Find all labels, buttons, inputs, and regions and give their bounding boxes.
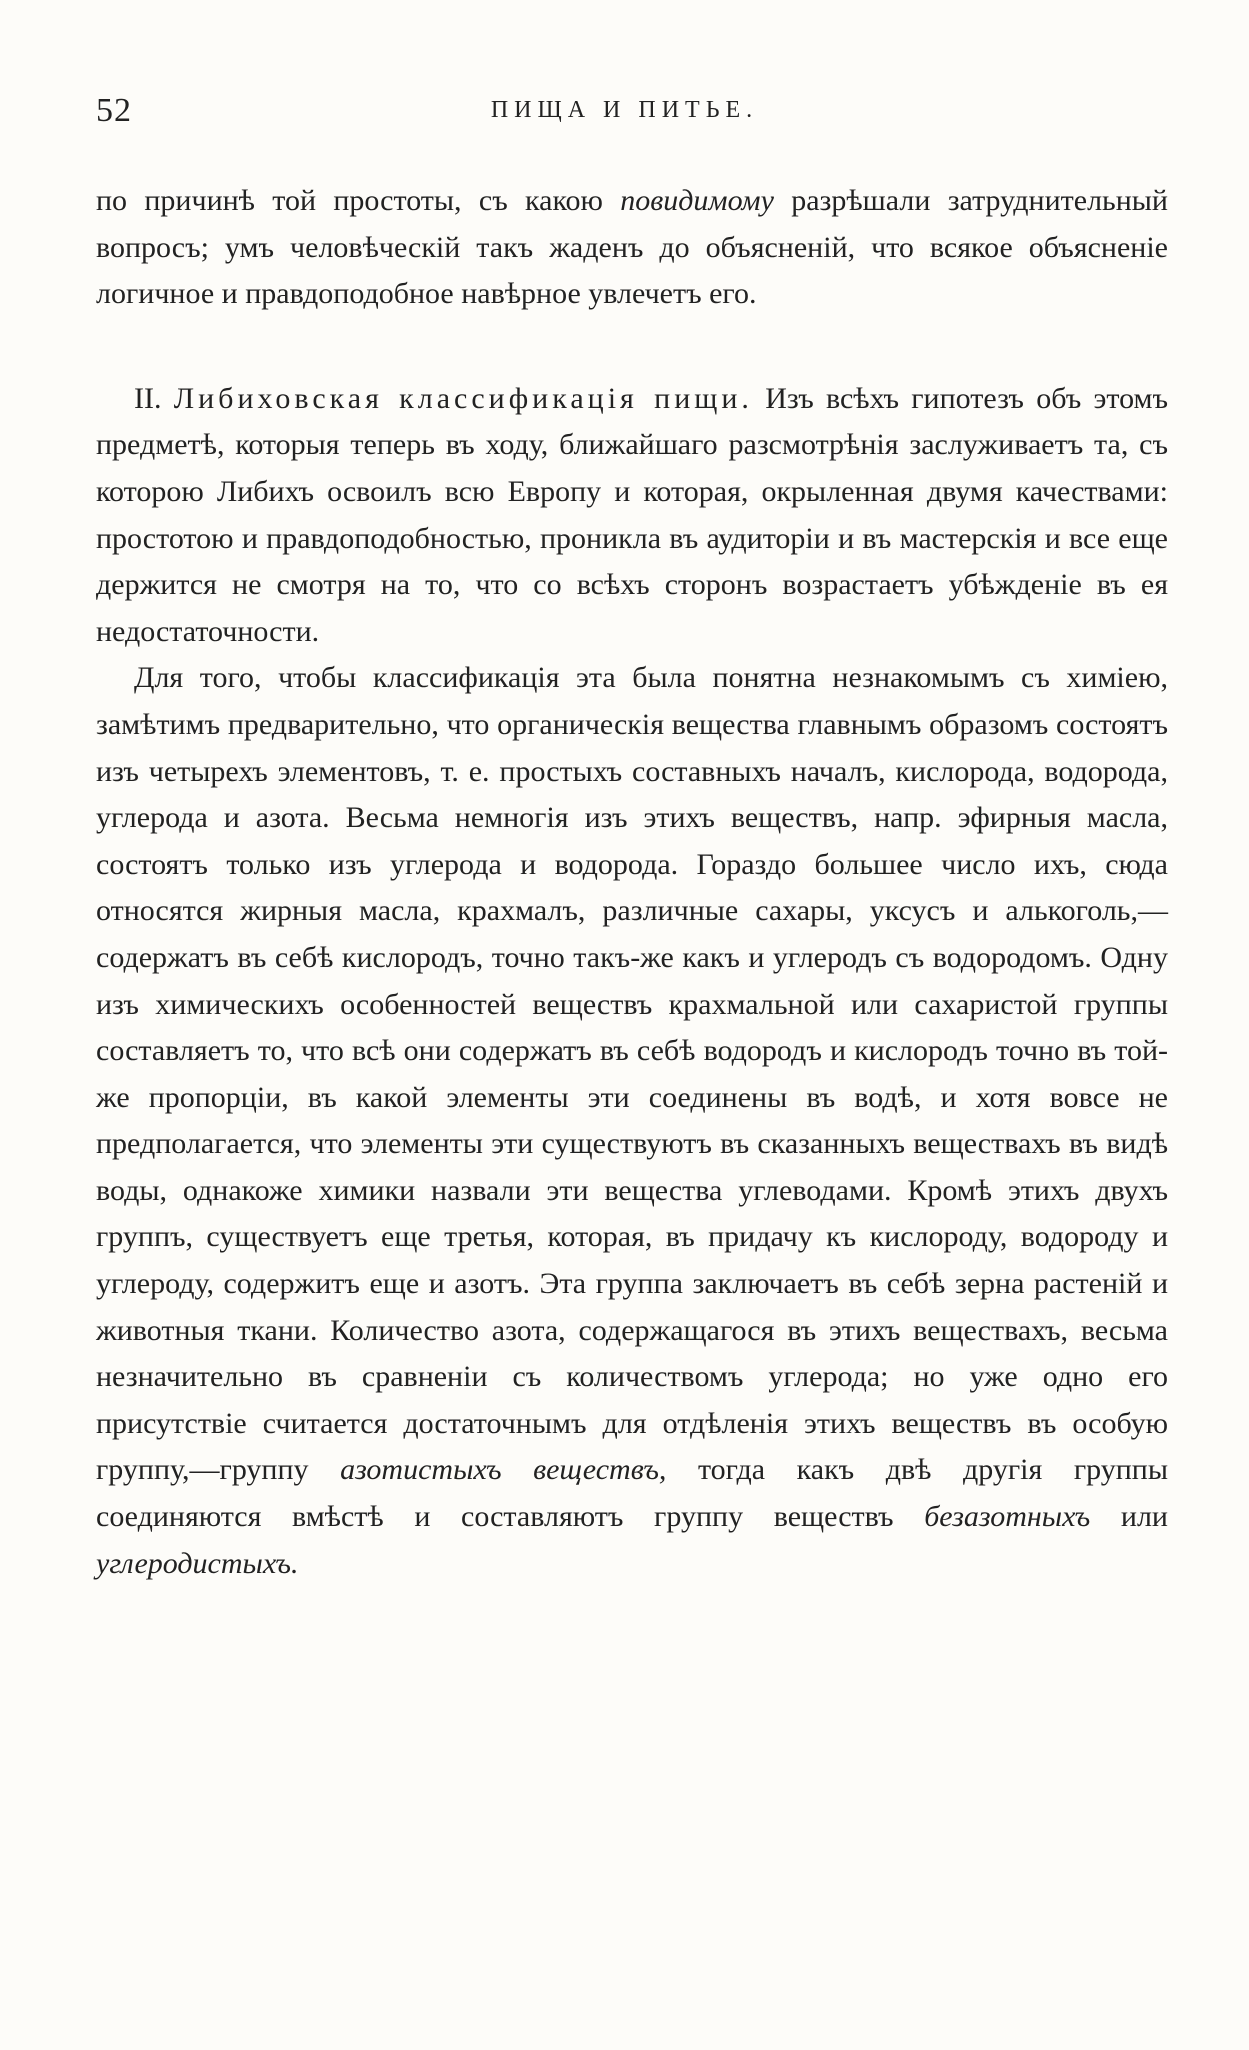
paragraph-1 [96, 178, 1168, 318]
para3-text: Для того, чтобы классификація эта была понятна незнакомымъ съ химіею, замѣтимъ предварительно, что органическія вещества главнымъ образомъ состоятъ изъ четырехъ элементовъ, т. е. простыхъ составныхъ началъ, кислорода, водорода, углерода и азота. Весьма немногія изъ этихъ веществъ, напр. эфирныя масла, состоятъ только изъ углерода и водорода. Гораздо большее число ихъ, сюда относятся жирныя масла, крахмалъ, различные сахары, уксусъ и алькоголь,—содержатъ въ себѣ кислородъ, точно такъ-же какъ и углеродъ съ водородомъ. Одну изъ химическихъ особенностей веществъ крахмальной или сахаристой группы составляетъ то, что всѣ они содержатъ въ себѣ водородъ и кислородъ точно въ той-же пропорціи, въ какой элементы эти соединены въ водѣ, и хотя вовсе не предполагается, что элементы эти существуютъ въ сказанныхъ веществахъ въ видѣ воды, однакоже химики назвали эти вещества углеводами. Кромѣ этихъ двухъ группъ, существуетъ еще третья, которая, въ придачу къ кислороду, водороду и углероду, содержитъ еще и азотъ. Эта группа заключаетъ въ себѣ зерна растеній и животныя ткани. Количество азота, содержащагося въ этихъ веществахъ, весьма незначительно въ сравненіи съ количествомъ углерода; но уже одно его присутствіе считается достаточнымъ для отдѣленія этихъ веществъ въ особую группу,—группу [96, 661, 1168, 1487]
para3-italic-nitrogen-free: безазотныхъ [924, 1500, 1091, 1534]
section-paragraph [96, 376, 1168, 656]
section-number: II. [134, 381, 162, 415]
para1-end: разрѣшали затруднительный вопросъ; умъ человѣческій такъ жаденъ до объясненій, что всякое объясненіе логичное и правдоподобное навѣрное увлечетъ его. [96, 184, 1168, 311]
section-heading: Либиховская классификація пищи. [173, 381, 753, 415]
para1-text: по причинѣ той простоты, съ какою [96, 184, 603, 217]
para3-conj: или [1120, 1500, 1168, 1534]
paragraph-gap [96, 318, 1168, 376]
running-title: ПИЩА И ПИТЬЕ. [490, 97, 759, 123]
para1-italic: повидимому [620, 184, 774, 217]
page-number: 52 [96, 92, 132, 129]
para3-italic-carbonaceous: углеродистыхъ. [96, 1546, 299, 1580]
para3-mid: тогда какъ двѣ другія группы соединяются вмѣстѣ и составляютъ группу веществъ [96, 1453, 1169, 1534]
section-text: Изъ всѣхъ гипотезъ объ этомъ предметѣ, которыя теперь въ ходу, ближайшаго разсмотрѣнія заслуживаетъ та, съ которою Либихъ освоилъ всю Европу и которая, окрыленная двумя качествами: простотою и правдоподобностью, проникла въ аудиторіи и въ мастерскія и все еще держится не смотря на то, что со всѣхъ сторонъ возрастаетъ убѣжденіе въ ея недостаточности. [96, 381, 1169, 648]
body-text [96, 178, 1168, 1587]
paragraph-3 [96, 655, 1168, 1587]
para3-italic-nitrogenous: азотистыхъ веществъ, [340, 1453, 667, 1487]
